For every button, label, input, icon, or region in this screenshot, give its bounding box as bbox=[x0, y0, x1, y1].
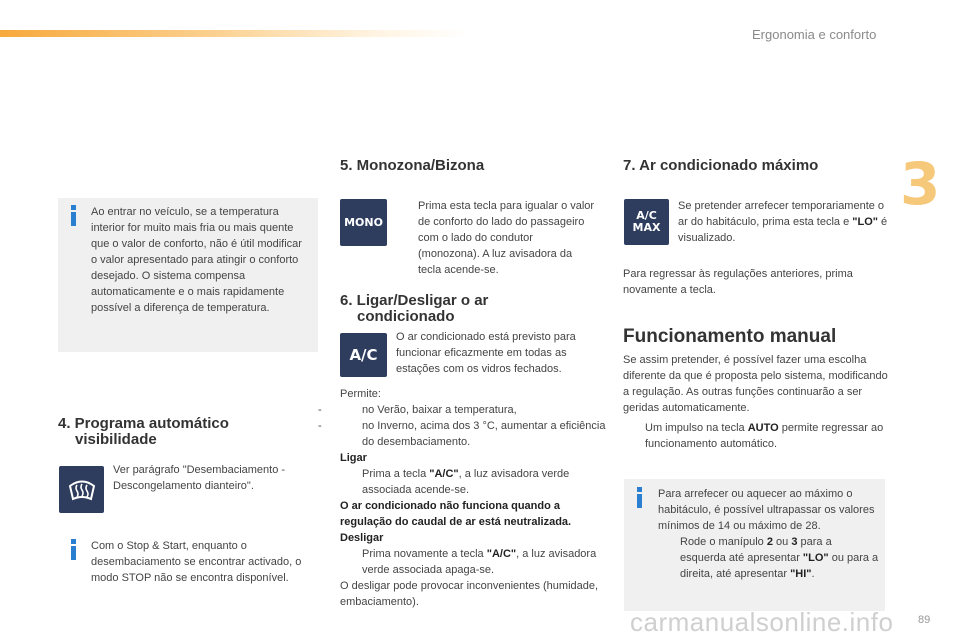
section-5-title: 5. Monozona/Bizona bbox=[340, 157, 485, 174]
lo-value: "LO" bbox=[802, 552, 829, 564]
section-4-title-line1: 4. Programa automático bbox=[58, 415, 229, 432]
section-7-text-a: Se pretender arrefecer temporariamente o ar do habitáculo, prima esta tecla e bbox=[678, 200, 885, 228]
info-icon bbox=[71, 212, 76, 226]
info3-text-ou: ou bbox=[772, 536, 792, 548]
section-5-text: Prima esta tecla para igualar o valor de conforto do lado do passageiro com o lado do condutor (monozona). A luz avisadora da tecla acende-se. bbox=[418, 200, 595, 276]
desligar-note: O desligar pode provocar inconvenientes (humidade, embaciamento). bbox=[340, 580, 599, 608]
defrost-button-icon bbox=[59, 466, 104, 513]
desligar-text-a: Prima novamente a tecla bbox=[362, 548, 487, 560]
permite-label: Permite: bbox=[340, 388, 381, 400]
manual-text: Se assim pretender, é possível fazer uma escolha diferente da que é proposta pelo sistema, modificando a regulação. As outras funções continuarão a ser geridas automaticamente. bbox=[623, 354, 888, 414]
section-6-title bbox=[340, 293, 610, 325]
permite-item-1 bbox=[318, 402, 610, 418]
desligar-heading: Desligar bbox=[340, 532, 384, 544]
info-text-stop-start: Com o Stop & Start, enquanto o desembaciamento se encontrar activado, o modo STOP não se encontra disponível. bbox=[91, 540, 302, 584]
info-icon bbox=[637, 494, 642, 508]
info-lo-hi-bullet bbox=[658, 534, 880, 582]
desligar-key: "A/C" bbox=[486, 548, 517, 560]
section-5-bullet bbox=[396, 198, 596, 278]
ac-max-key-line1: A/C bbox=[636, 209, 657, 222]
info3-text-c: ou para a direita, até apresentar bbox=[680, 552, 879, 580]
info3-text-d: . bbox=[811, 568, 815, 580]
permite-item-2 bbox=[318, 418, 610, 450]
section-7-text-2: Para regressar às regulações anteriores, prima novamente a tecla. bbox=[623, 268, 853, 296]
section-4-title bbox=[58, 416, 328, 448]
section-4-text: Ver parágrafo "Desembaciamento - Descongelamento dianteiro". bbox=[113, 464, 286, 492]
mono-button-icon bbox=[340, 199, 387, 246]
header-accent-bar bbox=[0, 30, 470, 37]
info3-text-b: para a esquerda até apresentar bbox=[680, 536, 832, 564]
ligar-key: "A/C" bbox=[429, 468, 459, 480]
section-7-text-b: é visualizado. bbox=[678, 216, 888, 244]
page-header-title: Ergonomia e conforto bbox=[752, 27, 877, 42]
info-text-temperature: Ao entrar no veículo, se a temperatura interior for muito mais fria ou mais quente que o valor de conforto, não é útil modificar o valor apresentado para atingir o conforto desejado. O sistema compensa automaticamente e o mais rapidamente possível a diferença de temperatura. bbox=[91, 206, 302, 314]
section-7-text bbox=[678, 198, 888, 246]
manual-title: Funcionamento manual bbox=[623, 326, 837, 347]
desligar-text-b: , a luz avisadora verde associada apaga-se. bbox=[362, 548, 597, 576]
permite-item-2-text: no Inverno, acima dos 3 °C, aumentar a eficiência do desembaciamento. bbox=[362, 420, 606, 448]
section-6-body bbox=[318, 386, 610, 610]
dash: - bbox=[318, 420, 322, 432]
section-7-title: 7. Ar condicionado máximo bbox=[623, 157, 819, 174]
section-6-title-line2: condicionado bbox=[357, 308, 455, 325]
manual-bullet-b: permite regressar ao funcionamento automático. bbox=[645, 422, 884, 450]
windscreen-defrost-icon bbox=[68, 477, 96, 503]
knob-2: 2 bbox=[766, 536, 773, 548]
hi-value: "HI" bbox=[790, 568, 812, 580]
dash: - bbox=[318, 404, 322, 416]
section-6-title-line1: 6. Ligar/Desligar o ar bbox=[340, 292, 489, 309]
info-icon bbox=[71, 546, 76, 560]
page-number: 89 bbox=[918, 614, 931, 626]
ligar-text-a: Prima a tecla bbox=[362, 468, 430, 480]
ligar-text-b: , a luz avisadora verde associada acende-se. bbox=[362, 468, 570, 496]
knob-3: 3 bbox=[791, 536, 798, 548]
watermark: carmanualsonline.info bbox=[630, 607, 894, 637]
info-text-lo-hi: Para arrefecer ou aquecer ao máximo o habitáculo, é possível ultrapassar os valores mínimos de 14 ou máximo de 28. bbox=[658, 488, 875, 532]
ac-warning: O ar condicionado não funciona quando a regulação do caudal de ar está neutralizada. bbox=[340, 500, 572, 528]
desligar-bullet bbox=[340, 546, 610, 578]
section-6-intro: O ar condicionado está previsto para funcionar eficazmente em todas as estações com os vidros fechados. bbox=[396, 331, 576, 375]
ac-max-button-icon bbox=[624, 199, 669, 245]
ac-max-key-line2: MAX bbox=[632, 221, 661, 234]
section-4-title-line2: visibilidade bbox=[75, 431, 157, 448]
ac-key-label: A/C bbox=[349, 346, 378, 364]
ligar-heading: Ligar bbox=[340, 452, 367, 464]
permite-item-1-text: no Verão, baixar a temperatura, bbox=[362, 404, 517, 416]
lo-key: "LO" bbox=[852, 216, 878, 228]
auto-key: AUTO bbox=[747, 422, 779, 434]
info3-text-a: Rode o manípulo bbox=[680, 536, 767, 548]
manual-bullet-a: Um impulso na tecla bbox=[645, 422, 748, 434]
mono-key-label: MONO bbox=[344, 216, 383, 229]
chapter-number: 3 bbox=[900, 150, 941, 218]
manual-bullet bbox=[623, 420, 888, 452]
ac-button-icon bbox=[340, 333, 387, 377]
ligar-bullet bbox=[340, 466, 610, 498]
